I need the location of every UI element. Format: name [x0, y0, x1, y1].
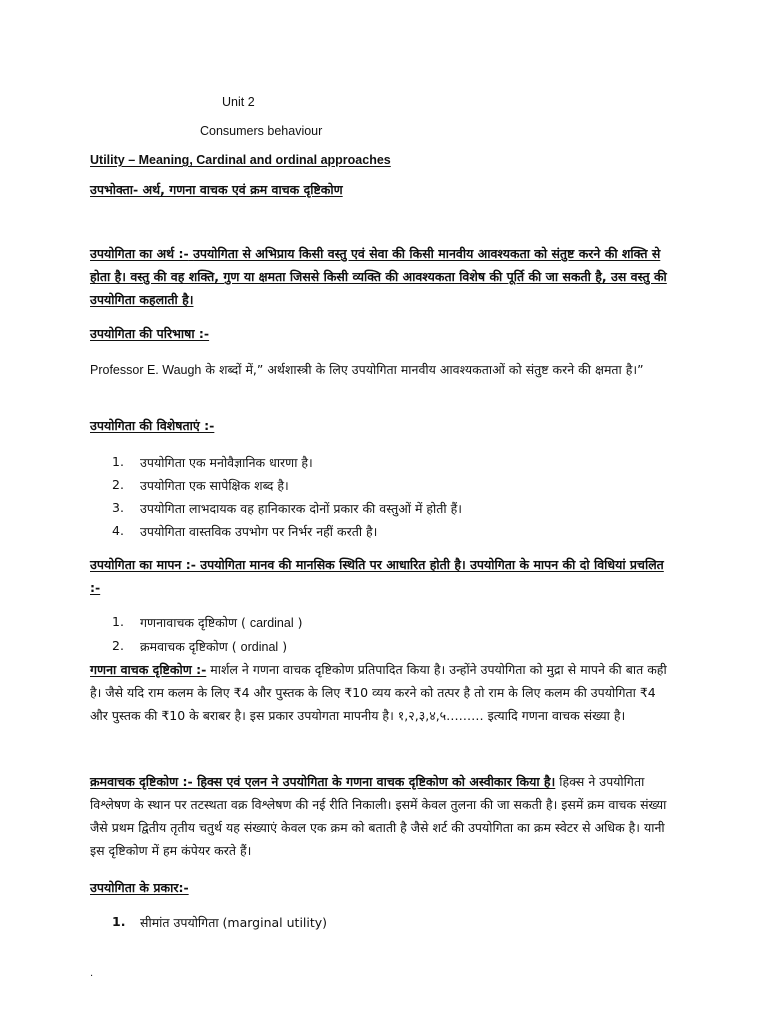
feature-item: उपयोगिता वास्तविक उपभोग पर निर्भर नहीं करती है। — [140, 524, 378, 539]
footer-dot: . — [90, 968, 94, 979]
feature-item: उपयोगिता लाभदायक वह हानिकारक दोनों प्रकार की वस्तुओं में होती हैं। — [140, 501, 462, 516]
cardinal-heading: गणना वाचक दृष्टिकोण :- — [90, 662, 207, 677]
approach-close: ) — [297, 615, 303, 630]
approach-number: 1. — [112, 614, 124, 629]
features-heading: उपयोगिता की विशेषताएं :- — [90, 418, 215, 433]
feature-number: 2. — [112, 477, 124, 492]
cardinal-paragraph — [90, 658, 676, 727]
meaning-heading: उपयोगिता का अर्थ :- — [90, 246, 189, 261]
approach-hindi: गणनावाचक दृष्टिकोण ( — [140, 615, 246, 630]
approach-english: ordinal — [240, 640, 279, 654]
feature-number: 3. — [112, 500, 124, 515]
definition-paragraph — [90, 358, 676, 382]
feature-number: 4. — [112, 523, 124, 538]
approach-item — [140, 614, 303, 631]
measurement-paragraph: उपयोगिता का मापन :- उपयोगिता मानव की मानसिक स्थिति पर आधारित होती है। उपयोगिता के मापन की दो विधियां प्रचलित :- — [90, 557, 664, 595]
feature-item: उपयोगिता एक सापेक्षिक शब्द है। — [140, 478, 289, 493]
approach-english: cardinal — [249, 616, 294, 630]
ordinal-heading: क्रमवाचक दृष्टिकोण :- हिक्स एवं एलन ने उपयोगिता के गणना वाचक दृष्टिकोण को अस्वीकार किया है। — [90, 774, 556, 789]
meaning-text: उपयोगिता से अभिप्राय किसी वस्तु एवं सेवा की किसी मानवीय आवश्यकता को संतुष्ट करने की शक्ति से होता है। वस्तु की वह शक्ति, गुण या क्षमता जिससे किसी व्यक्ति की आवश्यकता विशेष की पूर्ति की जा सकती है, उस वस्तु की उपयोगिता कहलाती है। — [90, 246, 667, 307]
feature-number: 1. — [112, 454, 124, 469]
ordinal-paragraph — [90, 770, 676, 862]
approach-close: ) — [282, 639, 288, 654]
approach-number: 2. — [112, 638, 124, 653]
hindi-title: उपभोक्ता- अर्थ, गणना वाचक एवं क्रम वाचक दृष्टिकोण — [90, 182, 343, 197]
feature-item: उपयोगिता एक मनोवैज्ञानिक धारणा है। — [140, 455, 313, 470]
cardinal-text: मार्शल ने गणना वाचक दृष्टिकोण प्रतिपादित किया है। उन्होंने उपयोगिता को मुद्रा से मापने की बात कही है। जैसे यदि राम कलम के लिए ₹4 और पुस्तक के लिए ₹10 व्यय करने को तत्पर है तो राम के लिए कलम की उपयोगिता ₹4 और पुस्तक की ₹10 के बराबर है। इस प्रकार उपयोगता मापनीय है। १,२,३,४,५……… इत्यादि गणना वाचक संख्या है। — [90, 662, 667, 723]
meaning-paragraph — [90, 242, 676, 311]
definition-text: के शब्दों में,” अर्थशास्त्री के लिए उपयोगिता मानवीय आवश्यकताओं को संतुष्ट करने की क्षमता है।” — [205, 362, 644, 377]
definition-heading: उपयोगिता की परिभाषा :- — [90, 326, 210, 341]
ordinal-text: हिक्स ने उपयोगिता विश्लेषण के स्थान पर तटस्थता वक्र विश्लेषण की नई रीति निकाली। इसमें केवल तुलना की जा सकती है। इसमें क्रम वाचक संख्या जैसे प्रथम द्वितीय तृतीय चतुर्थ यह संख्याएं केवल एक क्रम को बताती है जैसे शर्ट की उपयोगिता का क्रम स्वेटर से अधिक है। यानी इस दृष्टिकोण में हम कंपेयर करते हैं। — [90, 774, 667, 858]
types-heading: उपयोगिता के प्रकार:- — [90, 880, 189, 895]
unit-label: Unit 2 — [222, 95, 255, 109]
approach-hindi: क्रमवाचक दृष्टिकोण ( — [140, 639, 237, 654]
definition-author: Professor E. Waugh — [90, 363, 202, 377]
type-number: 1. — [112, 914, 126, 929]
approach-item — [140, 638, 287, 655]
topic-title: Consumers behaviour — [200, 124, 323, 138]
type-item: सीमांत उपयोगिता (marginal utility) — [140, 915, 328, 930]
subtitle: Utility – Meaning, Cardinal and ordinal approaches — [90, 153, 391, 167]
